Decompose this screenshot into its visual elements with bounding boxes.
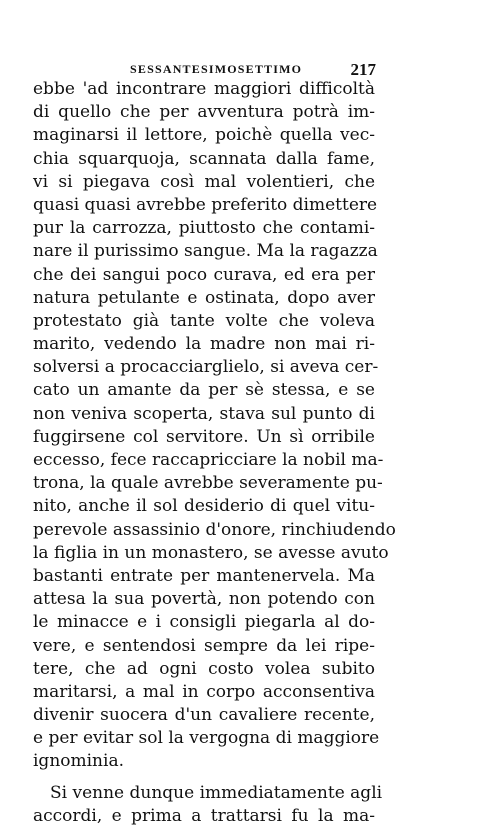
running-head: SESSANTESIMOSETTIMO: [130, 62, 303, 76]
text-line: pur la carrozza, piuttosto che contami-: [33, 218, 375, 239]
text-line: nito, anche il sol desiderio di quel vitu-: [33, 496, 375, 517]
text-line: divenir suocera d'un cavaliere recente,: [33, 705, 375, 726]
text-line: eccesso, fece raccapricciare la nobil ma-: [33, 450, 384, 470]
text-line: Si venne dunque immediatamente agli: [50, 782, 383, 803]
text-line: le minacce e i consigli piegarla al do-: [33, 612, 375, 633]
text-line: ignominia.: [33, 751, 124, 772]
text-line: di quello che per avventura potrà im-: [33, 102, 375, 123]
text-line: vere, e sentendosi sempre da lei ripe-: [33, 635, 375, 656]
text-line: vi si piegava così mal volentieri, che: [33, 171, 375, 192]
text-line: chia squarquoja, scannata dalla fame,: [33, 148, 375, 169]
text-line: trona, la quale avrebbe severamente pu-: [33, 473, 383, 494]
text-line: la figlia in un monastero, se avesse avuto: [33, 542, 389, 563]
text-line: non veniva scoperta, stava sul punto di: [33, 403, 375, 424]
text-line: marito, vedendo la madre non mai ri-: [33, 334, 375, 355]
text-line: protestato già tante volte che voleva: [33, 310, 375, 331]
text-line: maritarsi, a mal in corpo acconsentiva: [33, 681, 375, 702]
text-line: bastanti entrate per mantenervela. Ma: [33, 565, 375, 586]
body-text: [33, 78, 396, 828]
text-line: perevole assassinio d'onore, rinchiudendo: [33, 519, 396, 540]
text-line: fuggirsene col servitore. Un sì orribile: [33, 426, 375, 447]
text-line: maginarsi il lettore, poichè quella vec-: [33, 125, 375, 146]
text-line: quasi quasi avrebbe preferito dimettere: [33, 194, 378, 215]
paragraph-gap: [33, 774, 375, 782]
text-line: e per evitar sol la vergogna di maggiore: [33, 728, 380, 749]
text-line: natura petulante e ostinata, dopo aver: [33, 287, 375, 308]
text-line: tere, che ad ogni costo volea subito: [33, 658, 375, 679]
text-line: nare il purissimo sangue. Ma la ragazza: [33, 241, 378, 262]
text-line: solversi a procacciarglielo, si aveva cer-: [33, 357, 379, 378]
page-number: 217: [350, 60, 376, 79]
text-line: accordi, e prima a trattarsi fu la ma-: [33, 805, 375, 826]
text-line: che dei sangui poco curava, ed era per: [33, 264, 375, 285]
text-line: ebbe 'ad incontrare maggiori difficoltà: [33, 79, 375, 99]
text-line: attesa la sua povertà, non potendo con: [33, 589, 375, 610]
text-line: cato un amante da per sè stessa, e se: [33, 380, 375, 401]
